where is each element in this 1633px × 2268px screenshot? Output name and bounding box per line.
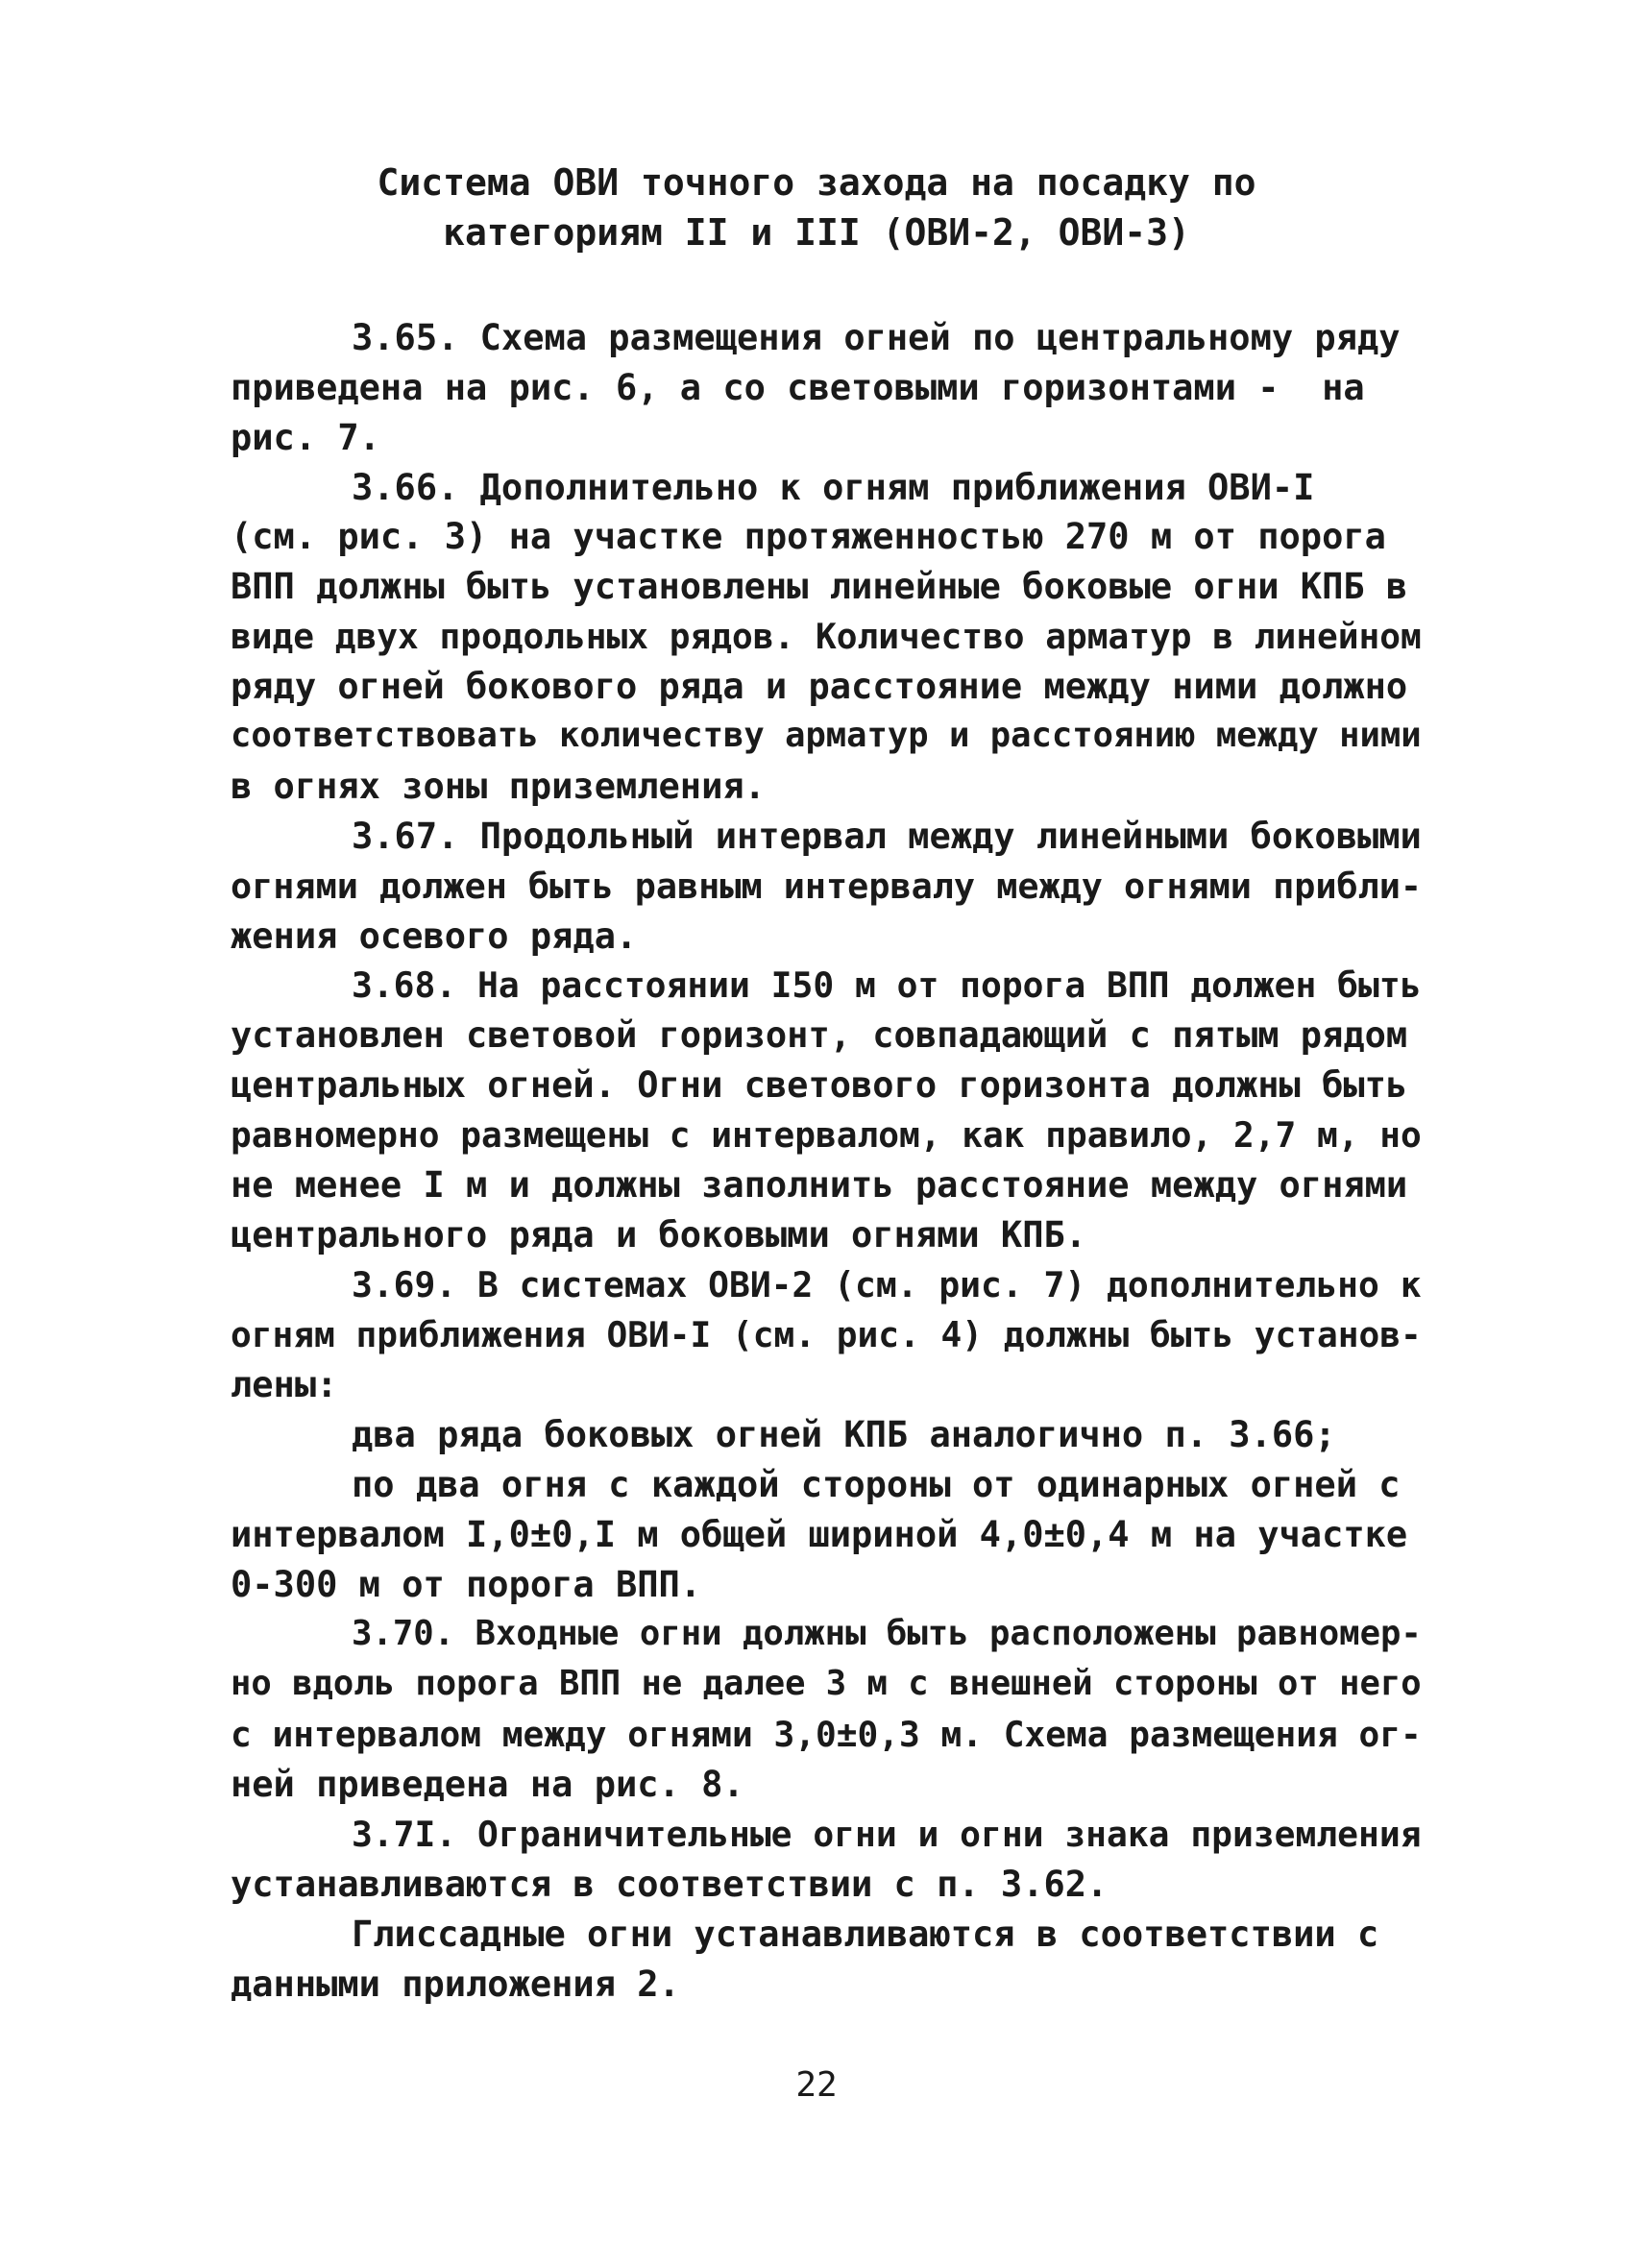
- body-line: 3.65. Схема размещения огней по центральному ряду: [352, 317, 1401, 358]
- body-line: по два огня с каждой стороны от одинарных огней с: [352, 1464, 1401, 1505]
- body-line: лены:: [231, 1364, 338, 1405]
- body-line: ней приведена на рис. 8.: [231, 1764, 744, 1805]
- body-line: центрального ряда и боковыми огнями КПБ.: [231, 1214, 1087, 1256]
- page-number: 22: [795, 2065, 838, 2105]
- body-line: 0-300 м от порога ВПП.: [231, 1564, 702, 1605]
- body-line: 3.7I. Ограничительные огни и огни знака приземления: [352, 1814, 1422, 1855]
- body-line: (см. рис. 3) на участке протяженностью 270 м от порога: [231, 516, 1386, 557]
- body-line: виде двух продольных рядов. Количество арматур в линейном: [231, 616, 1422, 657]
- body-line: Глиссадные огни устанавливаются в соответствии с: [352, 1914, 1379, 1955]
- body-line: интервалом I,0±0,I м общей шириной 4,0±0,4 м на участке: [231, 1514, 1408, 1555]
- body-line: 3.66. Дополнительно к огням приближения ОВИ-I: [352, 467, 1315, 508]
- body-line: ряду огней бокового ряда и расстояние между ними должно: [231, 666, 1408, 707]
- body-line: 3.68. На расстоянии I50 м от порога ВПП должен быть: [352, 964, 1422, 1006]
- title-line-1: Система ОВИ точного захода на посадку по: [377, 161, 1256, 204]
- body-line: ВПП должны быть установлены линейные боковые огни КПБ в: [231, 566, 1408, 607]
- body-line: 3.67. Продольный интервал между линейными боковыми: [352, 816, 1422, 857]
- title-line-2: категориям II и III (ОВИ-2, ОВИ-3): [443, 211, 1190, 254]
- body-line: в огнях зоны приземления.: [231, 766, 766, 807]
- body-line: жения осевого ряда.: [231, 915, 638, 957]
- body-line: 3.69. В системах ОВИ-2 (см. рис. 7) дополнительно к: [352, 1264, 1422, 1305]
- body-line: соответствовать количеству арматур и расстоянию между ними: [231, 716, 1422, 755]
- body-line: установлен световой горизонт, совпадающий с пятым рядом: [231, 1014, 1408, 1056]
- body-line: с интервалом между огнями 3,0±0,3 м. Схема размещения ог-: [231, 1714, 1422, 1755]
- body-line: два ряда боковых огней КПБ аналогично п. 3.66;: [352, 1414, 1336, 1455]
- body-line: центральных огней. Огни светового горизонта должны быть: [231, 1064, 1408, 1106]
- body-line: равномерно размещены с интервалом, как правило, 2,7 м, но: [231, 1114, 1422, 1156]
- body-line: огнями должен быть равным интервалу между огнями прибли-: [231, 866, 1423, 907]
- body-line: огням приближения ОВИ-I (см. рис. 4) должны быть установ-: [231, 1314, 1422, 1355]
- body-line: рис. 7.: [231, 417, 380, 458]
- body-line: приведена на рис. 6, а со световыми горизонтами - на: [231, 367, 1365, 408]
- body-line: данными приложения 2.: [231, 1963, 680, 2005]
- body-line: не менее I м и должны заполнить расстояние между огнями: [231, 1164, 1408, 1206]
- body-line: но вдоль порога ВПП не далее 3 м с внешней стороны от него: [231, 1664, 1422, 1703]
- body-line: 3.70. Входные огни должны быть расположены равномер-: [352, 1614, 1422, 1653]
- body-line: устанавливаются в соответствии с п. 3.62.: [231, 1864, 1109, 1905]
